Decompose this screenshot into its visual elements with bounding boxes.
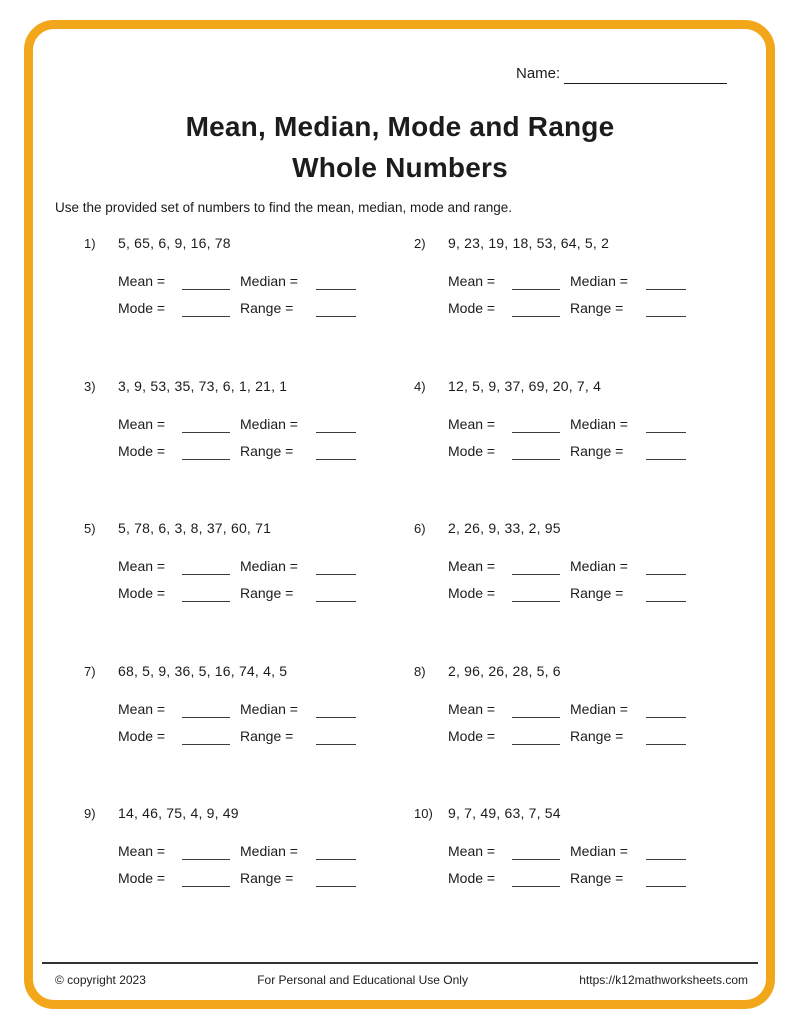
problem-block <box>414 801 736 944</box>
number-set: 14, 46, 75, 4, 9, 49 <box>118 805 239 821</box>
median-answer-blank <box>646 843 686 860</box>
median-label: Median = <box>240 558 298 574</box>
mean-median-line <box>118 832 414 859</box>
mode-range-line <box>118 432 414 459</box>
median-label: Median = <box>240 843 298 859</box>
range-answer-blank <box>646 300 686 317</box>
median-label: Median = <box>570 558 628 574</box>
mean-label: Mean = <box>118 273 166 289</box>
problem-body <box>118 378 414 517</box>
range-label: Range = <box>570 585 624 601</box>
footer <box>55 973 748 987</box>
range-label: Range = <box>240 442 294 459</box>
number-set: 68, 5, 9, 36, 5, 16, 74, 4, 5 <box>118 662 288 679</box>
problem-body <box>448 805 736 944</box>
mean-median-line <box>118 262 414 289</box>
mode-label: Mode = <box>448 585 496 601</box>
range-answer-blank <box>316 300 356 317</box>
mode-label: Mode = <box>448 727 496 744</box>
range-answer-blank <box>316 870 356 887</box>
mode-range-line <box>118 289 414 316</box>
mean-answer-blank <box>182 558 230 575</box>
title-line-1: Mean, Median, Mode and Range <box>185 111 615 142</box>
problem-body <box>118 235 414 374</box>
problem-number: 2) <box>414 236 426 251</box>
median-answer-blank <box>316 843 356 860</box>
mean-answer-blank <box>512 273 560 290</box>
number-set: 9, 23, 19, 18, 53, 64, 5, 2 <box>448 235 610 251</box>
problem-block <box>84 659 414 802</box>
problem-body <box>448 235 736 374</box>
problem-number: 5) <box>84 521 96 536</box>
mean-median-line <box>118 690 414 717</box>
median-answer-blank <box>646 273 686 290</box>
mean-median-line <box>448 690 736 717</box>
mode-range-line <box>448 574 736 601</box>
name-row <box>516 60 727 82</box>
problem-number: 9) <box>84 806 96 821</box>
problem-block <box>84 231 414 374</box>
problem-number: 8) <box>414 663 426 679</box>
median-answer-blank <box>316 558 356 575</box>
mode-range-line <box>118 717 414 744</box>
mode-range-line <box>448 432 736 459</box>
mode-answer-blank <box>182 728 230 745</box>
range-answer-blank <box>646 585 686 602</box>
problem-block <box>84 374 414 517</box>
mode-answer-blank <box>512 300 560 317</box>
median-answer-blank <box>646 558 686 575</box>
range-label: Range = <box>570 727 624 744</box>
mode-answer-blank <box>512 728 560 745</box>
problem-number: 7) <box>84 663 96 679</box>
title-line-2: Whole Numbers <box>292 152 508 183</box>
problem-body <box>118 663 414 802</box>
mode-label: Mode = <box>118 870 166 886</box>
problem-block <box>414 374 736 517</box>
median-label: Median = <box>570 843 628 859</box>
name-label: Name: <box>516 65 561 82</box>
mode-answer-blank <box>512 443 560 460</box>
footer-url: https://k12mathworksheets.com <box>579 973 748 987</box>
number-set: 3, 9, 53, 35, 73, 6, 1, 21, 1 <box>118 377 288 394</box>
mode-range-line <box>448 859 736 886</box>
mean-answer-blank <box>512 558 560 575</box>
median-answer-blank <box>316 273 356 290</box>
problem-block <box>414 516 736 659</box>
mode-answer-blank <box>512 870 560 887</box>
median-label: Median = <box>570 273 628 289</box>
mode-answer-blank <box>182 585 230 602</box>
problem-body <box>118 520 414 659</box>
mean-label: Mean = <box>118 700 166 717</box>
median-answer-blank <box>316 416 356 433</box>
problem-body <box>448 663 736 802</box>
mode-label: Mode = <box>118 727 166 744</box>
median-label: Median = <box>240 700 298 717</box>
range-answer-blank <box>316 728 356 745</box>
problem-number: 3) <box>84 378 96 394</box>
range-answer-blank <box>316 443 356 460</box>
mean-label: Mean = <box>448 700 496 717</box>
mean-label: Mean = <box>448 273 496 289</box>
range-label: Range = <box>570 442 624 459</box>
mean-label: Mean = <box>118 558 166 574</box>
mean-median-line <box>448 547 736 574</box>
mode-range-line <box>448 289 736 316</box>
range-label: Range = <box>570 300 624 316</box>
mean-median-line <box>118 547 414 574</box>
footer-usage: For Personal and Educational Use Only <box>257 973 468 987</box>
mean-answer-blank <box>182 273 230 290</box>
median-label: Median = <box>240 415 298 432</box>
problem-number: 10) <box>414 806 433 821</box>
mode-label: Mode = <box>448 300 496 316</box>
mode-label: Mode = <box>448 870 496 886</box>
mode-answer-blank <box>182 443 230 460</box>
mean-median-line <box>448 405 736 432</box>
problem-block <box>414 231 736 374</box>
number-set: 2, 96, 26, 28, 5, 6 <box>448 662 561 679</box>
instruction-text: Use the provided set of numbers to find the mean, median, mode and range. <box>55 200 513 215</box>
mean-answer-blank <box>512 701 560 718</box>
footer-divider <box>42 962 758 964</box>
range-label: Range = <box>240 727 294 744</box>
range-answer-blank <box>316 585 356 602</box>
number-set: 9, 7, 49, 63, 7, 54 <box>448 805 561 821</box>
mode-answer-blank <box>182 870 230 887</box>
problem-block <box>84 801 414 944</box>
mode-range-line <box>118 574 414 601</box>
mode-label: Mode = <box>118 442 166 459</box>
number-set: 5, 65, 6, 9, 16, 78 <box>118 235 231 251</box>
problem-body <box>118 805 414 944</box>
range-label: Range = <box>240 585 294 601</box>
mean-median-line <box>118 405 414 432</box>
median-label: Median = <box>570 700 628 717</box>
mean-median-line <box>448 832 736 859</box>
median-answer-blank <box>316 701 356 718</box>
mode-label: Mode = <box>118 585 166 601</box>
number-set: 5, 78, 6, 3, 8, 37, 60, 71 <box>118 520 272 536</box>
mean-answer-blank <box>512 843 560 860</box>
mode-range-line <box>448 717 736 744</box>
mode-answer-blank <box>182 300 230 317</box>
problem-number: 6) <box>414 521 426 536</box>
range-answer-blank <box>646 870 686 887</box>
problem-number: 1) <box>84 236 96 251</box>
problem-body <box>448 520 736 659</box>
worksheet-title <box>0 106 800 188</box>
problems-grid <box>84 231 736 944</box>
mean-label: Mean = <box>118 415 166 432</box>
number-set: 12, 5, 9, 37, 69, 20, 7, 4 <box>448 377 602 394</box>
mode-label: Mode = <box>448 442 496 459</box>
mode-range-line <box>118 859 414 886</box>
mean-answer-blank <box>182 843 230 860</box>
range-label: Range = <box>240 870 294 886</box>
problem-body <box>448 378 736 517</box>
median-label: Median = <box>240 273 298 289</box>
mean-label: Mean = <box>448 843 496 859</box>
range-answer-blank <box>646 728 686 745</box>
number-set: 2, 26, 9, 33, 2, 95 <box>448 520 561 536</box>
mode-label: Mode = <box>118 300 166 316</box>
footer-copyright: © copyright 2023 <box>55 973 146 987</box>
mode-answer-blank <box>512 585 560 602</box>
problem-block <box>84 516 414 659</box>
mean-answer-blank <box>182 416 230 433</box>
mean-label: Mean = <box>448 558 496 574</box>
mean-label: Mean = <box>118 843 166 859</box>
range-label: Range = <box>240 300 294 316</box>
name-answer-blank <box>564 66 727 84</box>
median-answer-blank <box>646 416 686 433</box>
mean-answer-blank <box>182 701 230 718</box>
mean-answer-blank <box>512 416 560 433</box>
problem-number: 4) <box>414 378 426 394</box>
range-answer-blank <box>646 443 686 460</box>
mean-label: Mean = <box>448 415 496 432</box>
median-label: Median = <box>570 415 628 432</box>
mean-median-line <box>448 262 736 289</box>
range-label: Range = <box>570 870 624 886</box>
median-answer-blank <box>646 701 686 718</box>
problem-block <box>414 659 736 802</box>
